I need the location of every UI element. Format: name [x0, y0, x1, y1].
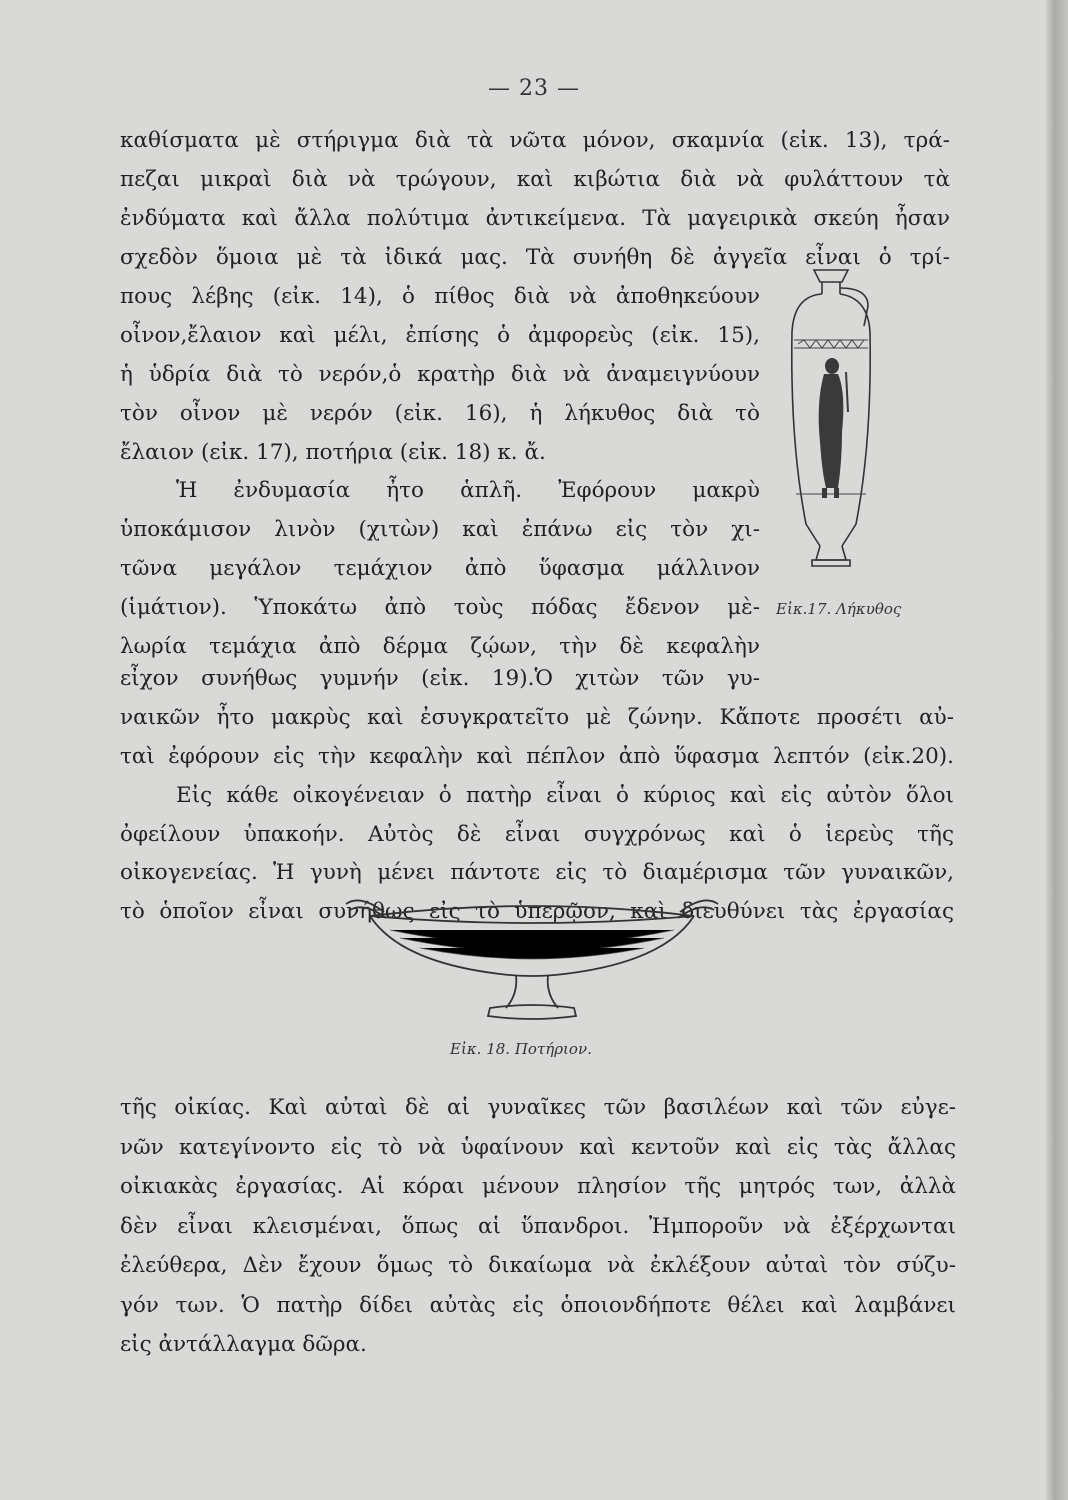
text-line: τῶνα μεγάλον τεμάχιον ἀπὸ ὕφασμα μάλλινον	[120, 556, 760, 582]
text-line: πους λέβης (εἰκ. 14), ὁ πίθος διὰ νὰ ἀποθηκεύουν	[120, 284, 760, 309]
text-line: οἶνον,ἔλαιον καὶ μέλι, ἐπίσης ὁ ἀμφορεὺς (εἰκ. 15),	[120, 322, 760, 348]
text-line: εἶχον συνήθως γυμνήν (εἰκ. 19).Ὁ χιτὼν τῶν γυ-	[120, 666, 760, 691]
text-line: (ἱμάτιον). Ὑποκάτω ἀπὸ τοὺς πόδας ἔδενον μὲ-	[120, 595, 760, 621]
page-edge-shadow	[1046, 0, 1068, 1500]
text-line: οἰκιακὰς ἐργασίας. Αἱ κόραι μένουν πλησίον τῆς μητρός των, ἀλλὰ	[120, 1174, 956, 1199]
text-line: σχεδὸν ὅμοια μὲ τὰ ἰδικά μας. Τὰ συνήθη δὲ ἀγγεῖα εἶναι ὁ τρί-	[120, 244, 950, 270]
figure-17-caption: Εἰκ.17. Λήκυθος	[776, 600, 902, 618]
paragraph-narrow	[120, 278, 760, 667]
text-line: πεζαι μικραὶ διὰ νὰ τρώγουν, καὶ κιβώτια διὰ νὰ φυλάττουν τὰ	[120, 166, 950, 192]
text-line: ὑποκάμισον λινὸν (χιτὼν) καὶ ἐπάνω εἰς τὸν χι-	[120, 517, 760, 543]
text-line: τὸν οἶνον μὲ νερόν (εἰκ. 16), ἡ λήκυθος διὰ τὸ	[120, 400, 760, 426]
text-line: λωρία τεμάχια ἀπὸ δέρμα ζῴων, τὴν δὲ κεφαλὴν	[120, 634, 760, 660]
figure-18-caption: Εἰκ. 18. Ποτήριον.	[450, 1040, 592, 1058]
page-number: — 23 —	[488, 76, 580, 101]
text-line: τῆς οἰκίας. Καὶ αὐταὶ δὲ αἱ γυναῖκες τῶν βασιλέων καὶ τῶν εὐγε-	[120, 1095, 956, 1120]
text-line: ναικῶν ἦτο μακρὺς καὶ ἐσυγκρατεῖτο μὲ ζώνην. Κἄποτε προσέτι αὐ-	[120, 704, 954, 730]
text-line: νῶν κατεγίνοντο εἰς τὸ νὰ ὑφαίνουν καὶ κεντοῦν καὶ εἰς τὰς ἄλλας	[120, 1134, 956, 1160]
text-line: γόν των. Ὁ πατὴρ δίδει αὐτὰς εἰς ὁποιονδήποτε θέλει καὶ λαμβάνει	[120, 1292, 956, 1318]
text-line: ὀφείλουν ὑπακοήν. Αὐτὸς δὲ εἶναι συγχρόνως καὶ ὁ ἱερεὺς τῆς	[120, 821, 954, 847]
text-line: τὸ ὁποῖον εἶναι συνήθως εἰς τὸ ὑπερῷον, καὶ διευθύνει τὰς ἐργασίας	[120, 899, 954, 925]
lekythos-illustration	[776, 262, 886, 582]
text-line: ἐνδύματα καὶ ἄλλα πολύτιμα ἀντικείμενα. Τὰ μαγειρικὰ σκεύη ἦσαν	[120, 205, 950, 231]
text-line: Εἰς κάθε οἰκογένειαν ὁ πατὴρ εἶναι ὁ κύριος καὶ εἰς αὐτὸν ὅλοι	[176, 782, 954, 808]
paragraph-bottom	[120, 1088, 956, 1365]
text-line: ταὶ ἐφόρουν εἰς τὴν κεφαλὴν καὶ πέπλον ἀπὸ ὕφασμα λεπτόν (εἰκ.20).	[120, 743, 954, 769]
text-line: ἔλαιον (εἰκ. 17), ποτήρια (εἰκ. 18) κ. ἄ.	[120, 439, 546, 465]
text-line: δὲν εἶναι κλεισμέναι, ὅπως αἱ ὕπανδροι. Ἠμποροῦν νὰ ἐξέρχωνται	[120, 1213, 956, 1239]
text-line: ἐλεύθερα, Δὲν ἔχουν ὅμως τὸ δικαίωμα νὰ ἐκλέξουν αὐταὶ τὸν σύζυ-	[120, 1253, 956, 1278]
text-line: ἡ ὑδρία διὰ τὸ νερόν,ὁ κρατὴρ διὰ νὰ ἀναμειγνύουν	[120, 361, 760, 387]
text-line: Ἡ ἐνδυμασία ἦτο ἁπλῆ. Ἐφόρουν μακρὺ	[176, 478, 760, 504]
kylix-illustration	[340, 890, 724, 1028]
text-line: καθίσματα μὲ στήριγμα διὰ τὰ νῶτα μόνον, σκαμνία (εἰκ. 13), τρά-	[120, 128, 950, 153]
text-line: οἰκογενείας. Ἡ γυνὴ μένει πάντοτε εἰς τὸ διαμέρισμα τῶν γυναικῶν,	[120, 860, 954, 886]
paragraph-top	[120, 122, 950, 278]
text-line: εἰς ἀντάλλαγμα δῶρα.	[120, 1332, 367, 1357]
